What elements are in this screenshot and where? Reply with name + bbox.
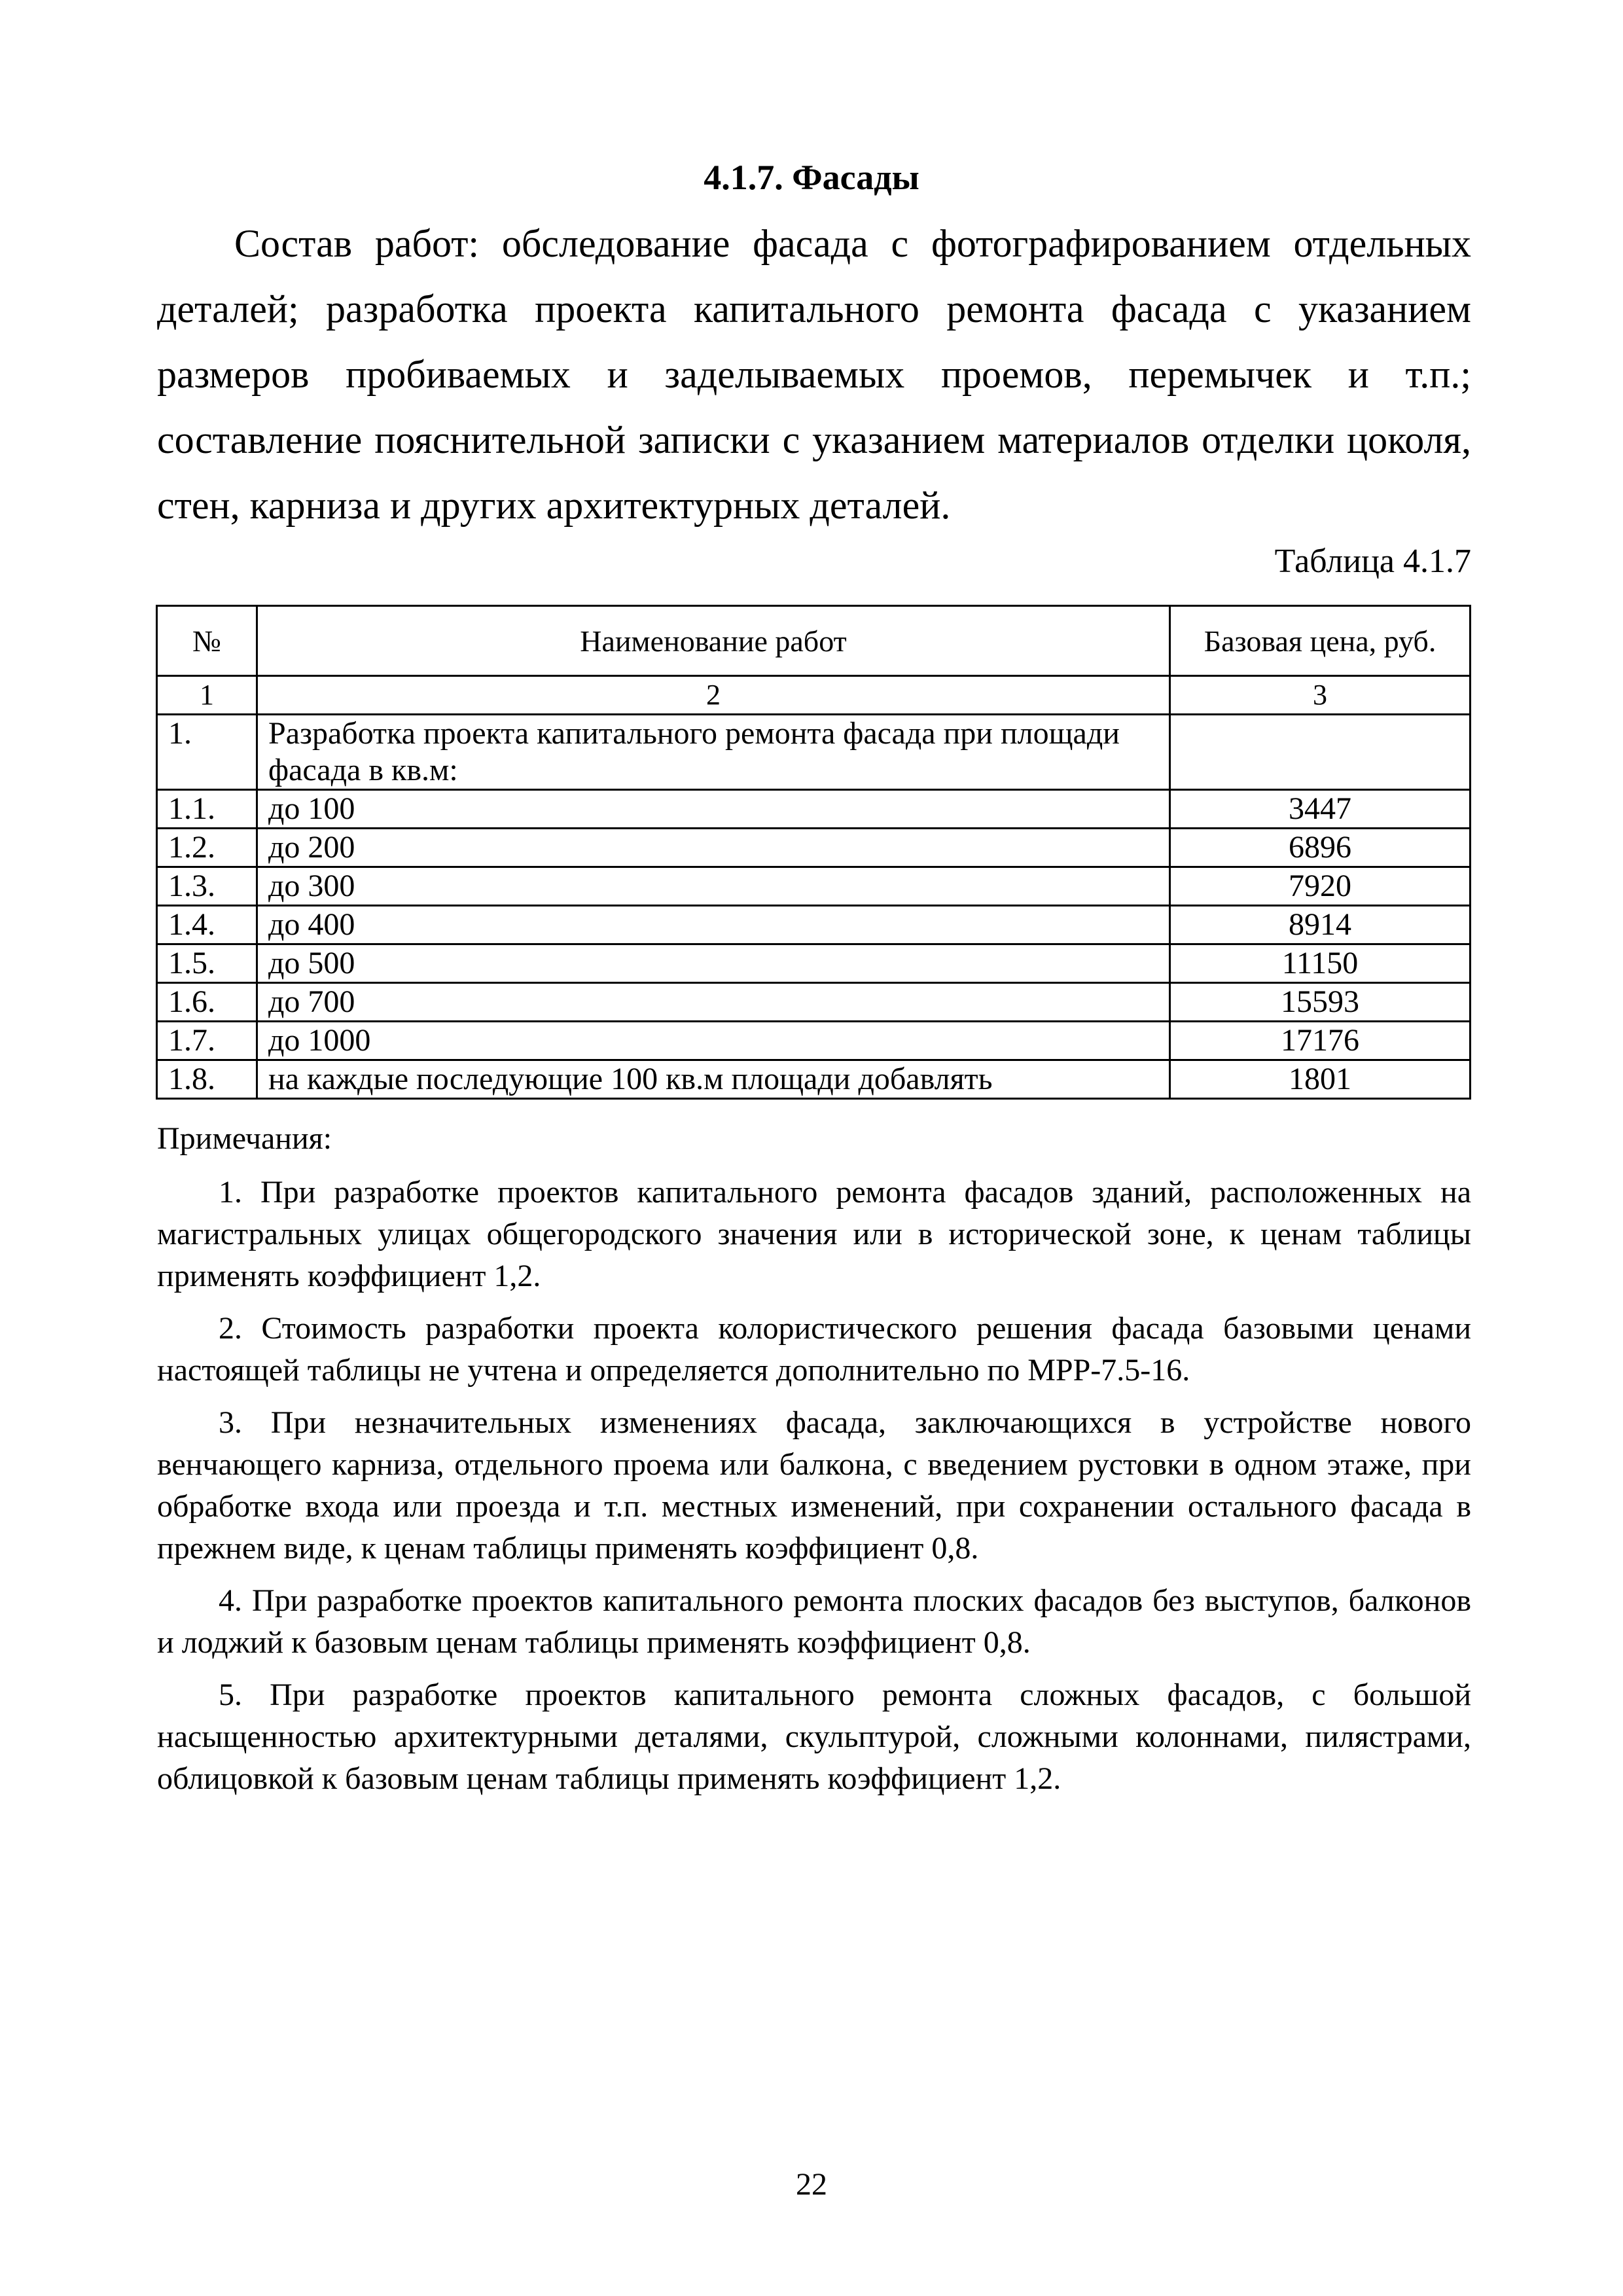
table-caption: Таблица 4.1.7 xyxy=(1274,543,1471,580)
row-name: до 700 xyxy=(257,983,1170,1022)
column-number: 2 xyxy=(257,676,1170,715)
row-price: 3447 xyxy=(1170,790,1471,829)
row-name: до 100 xyxy=(257,790,1170,829)
row-price: 7920 xyxy=(1170,867,1471,906)
table-row xyxy=(157,829,1471,867)
row-number: 1.4. xyxy=(157,906,257,944)
row-number: 1.1. xyxy=(157,790,257,829)
note-item: 4. При разработке проектов капитального ремонта плоских фасадов без выступов, балконов и лоджий к базовым ценам таблицы применять коэффициент 0,8. xyxy=(157,1583,1471,1660)
intro-paragraph: Состав работ: обследование фасада с фотографированием отдельных деталей; разработка проекта капитального ремонта фасада с указанием размеров пробиваемых и заделываемых проемов, перемычек и т.п.; составление пояснительной записки с указанием материалов отделки цоколя, стен, карниза и других архитектурных деталей. xyxy=(157,222,1471,527)
row-number: 1.7. xyxy=(157,1022,257,1060)
row-number: 1.2. xyxy=(157,829,257,867)
row-number: 1.5. xyxy=(157,944,257,983)
table-row xyxy=(157,944,1471,983)
table-row xyxy=(157,906,1471,944)
page-number: 22 xyxy=(796,2167,827,2202)
table-row xyxy=(157,790,1471,829)
section-title: 4.1.7. Фасады xyxy=(704,158,919,197)
row-number: 1. xyxy=(157,715,257,790)
row-name: до 200 xyxy=(257,829,1170,867)
header-name: Наименование работ xyxy=(257,606,1170,676)
row-name: Разработка проекта капитального ремонта фасада при площади фасада в кв.м: xyxy=(257,715,1170,790)
row-number: 1.6. xyxy=(157,983,257,1022)
row-price: 6896 xyxy=(1170,829,1471,867)
table-row xyxy=(157,867,1471,906)
row-price xyxy=(1170,715,1471,790)
row-price: 11150 xyxy=(1170,944,1471,983)
column-number: 3 xyxy=(1170,676,1471,715)
note-item: 1. При разработке проектов капитального ремонта фасадов зданий, расположенных на магистральных улицах общегородского значения или в исторической зоне, к ценам таблицы применять коэффициент 1,2. xyxy=(157,1175,1471,1293)
header-no: № xyxy=(157,606,257,676)
table-row xyxy=(157,1022,1471,1060)
table-row xyxy=(157,983,1471,1022)
row-price: 8914 xyxy=(1170,906,1471,944)
row-name: на каждые последующие 100 кв.м площади добавлять xyxy=(257,1060,1170,1099)
table-row xyxy=(157,715,1471,790)
column-number: 1 xyxy=(157,676,257,715)
column-number-row xyxy=(157,676,1471,715)
header-price: Базовая цена, руб. xyxy=(1170,606,1471,676)
price-table xyxy=(156,605,1471,1100)
row-name: до 400 xyxy=(257,906,1170,944)
note-item: 3. При незначительных изменениях фасада, заключающихся в устройстве нового венчающего карниза, отдельного проема или балкона, с введением рустовки в одном этаже, при обработке входа или проезда и т.п. местных изменений, при сохранении остального фасада в прежнем виде, к ценам таблицы применять коэффициент 0,8. xyxy=(157,1405,1471,1566)
notes-list xyxy=(157,1172,1471,1810)
row-name: до 300 xyxy=(257,867,1170,906)
row-number: 1.8. xyxy=(157,1060,257,1099)
row-name: до 500 xyxy=(257,944,1170,983)
note-item: 2. Стоимость разработки проекта колористического решения фасада базовыми ценами настоящей таблицы не учтена и определяется дополнительно по МРР-7.5-16. xyxy=(157,1311,1471,1388)
row-number: 1.3. xyxy=(157,867,257,906)
notes-heading: Примечания: xyxy=(157,1121,332,1156)
note-item: 5. При разработке проектов капитального ремонта сложных фасадов, с большой насыщенностью архитектурными деталями, скульптурой, сложными колоннами, пилястрами, облицовкой к базовым ценам таблицы применять коэффициент 1,2. xyxy=(157,1677,1471,1796)
row-name: до 1000 xyxy=(257,1022,1170,1060)
table-header-row xyxy=(157,606,1471,676)
row-price: 15593 xyxy=(1170,983,1471,1022)
row-price: 17176 xyxy=(1170,1022,1471,1060)
table-row xyxy=(157,1060,1471,1099)
row-price: 1801 xyxy=(1170,1060,1471,1099)
